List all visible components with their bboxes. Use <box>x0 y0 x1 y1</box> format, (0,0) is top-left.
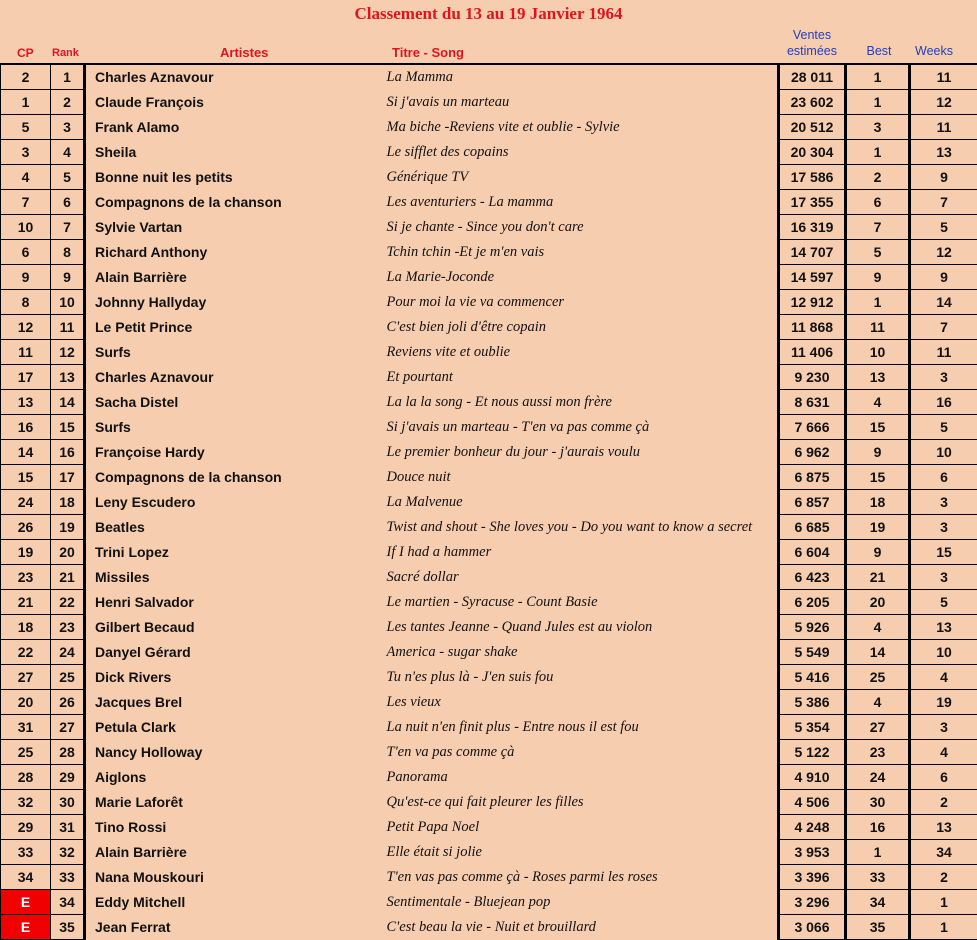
table-row <box>1 265 977 290</box>
rank-cell: 23 <box>51 615 85 640</box>
chart-title: Classement du 13 au 19 Janvier 1964 <box>0 4 977 24</box>
best-cell: 10 <box>846 340 910 365</box>
artist-cell: Trini Lopez <box>85 540 383 565</box>
table-row <box>1 390 977 415</box>
song-cell: Le martien - Syracuse - Count Basie <box>383 590 779 615</box>
weeks-cell: 13 <box>910 140 977 165</box>
song-cell: Petit Papa Noel <box>383 815 779 840</box>
rank-cell: 6 <box>51 190 85 215</box>
table-row <box>1 64 977 90</box>
weeks-cell: 11 <box>910 64 977 90</box>
artist-cell: Compagnons de la chanson <box>85 190 383 215</box>
cp-cell: 33 <box>1 840 51 865</box>
cp-cell: 5 <box>1 115 51 140</box>
sales-cell: 4 506 <box>779 790 846 815</box>
table-row <box>1 740 977 765</box>
rank-cell: 26 <box>51 690 85 715</box>
song-cell: Qu'est-ce qui fait pleurer les filles <box>383 790 779 815</box>
weeks-cell: 9 <box>910 165 977 190</box>
song-cell: Générique TV <box>383 165 779 190</box>
table-row <box>1 340 977 365</box>
best-cell: 20 <box>846 590 910 615</box>
cp-cell: 29 <box>1 815 51 840</box>
best-cell: 14 <box>846 640 910 665</box>
rank-cell: 28 <box>51 740 85 765</box>
cp-cell: E <box>1 890 51 915</box>
song-cell: America - sugar shake <box>383 640 779 665</box>
rank-cell: 12 <box>51 340 85 365</box>
table-row <box>1 640 977 665</box>
table-row <box>1 615 977 640</box>
rank-cell: 34 <box>51 890 85 915</box>
sales-cell: 5 549 <box>779 640 846 665</box>
table-row <box>1 815 977 840</box>
weeks-cell: 11 <box>910 115 977 140</box>
rank-cell: 15 <box>51 415 85 440</box>
rank-cell: 29 <box>51 765 85 790</box>
weeks-cell: 13 <box>910 615 977 640</box>
best-cell: 1 <box>846 90 910 115</box>
best-cell: 27 <box>846 715 910 740</box>
artist-cell: Missiles <box>85 565 383 590</box>
cp-cell: 3 <box>1 140 51 165</box>
cp-cell: 7 <box>1 190 51 215</box>
header-best: Best <box>848 44 910 58</box>
best-cell: 23 <box>846 740 910 765</box>
weeks-cell: 3 <box>910 715 977 740</box>
cp-cell: 34 <box>1 865 51 890</box>
sales-cell: 5 122 <box>779 740 846 765</box>
song-cell: La Marie-Joconde <box>383 265 779 290</box>
sales-cell: 23 602 <box>779 90 846 115</box>
artist-cell: Aiglons <box>85 765 383 790</box>
weeks-cell: 3 <box>910 515 977 540</box>
table-row <box>1 865 977 890</box>
rank-cell: 16 <box>51 440 85 465</box>
sales-cell: 6 423 <box>779 565 846 590</box>
weeks-cell: 9 <box>910 265 977 290</box>
header-cp: CP <box>17 46 34 60</box>
table-row <box>1 365 977 390</box>
sales-cell: 3 066 <box>779 915 846 940</box>
weeks-cell: 13 <box>910 815 977 840</box>
sales-cell: 3 296 <box>779 890 846 915</box>
song-cell: La Mamma <box>383 64 779 90</box>
song-cell: T'en vas pas comme çà - Roses parmi les roses <box>383 865 779 890</box>
song-cell: Les aventuriers - La mamma <box>383 190 779 215</box>
song-cell: C'est bien joli d'être copain <box>383 315 779 340</box>
sales-cell: 5 354 <box>779 715 846 740</box>
sales-cell: 11 406 <box>779 340 846 365</box>
header-sales-line2: estimées <box>778 44 846 58</box>
artist-cell: Danyel Gérard <box>85 640 383 665</box>
sales-cell: 4 248 <box>779 815 846 840</box>
sales-cell: 3 396 <box>779 865 846 890</box>
cp-cell: 9 <box>1 265 51 290</box>
rank-cell: 10 <box>51 290 85 315</box>
cp-cell: 23 <box>1 565 51 590</box>
best-cell: 15 <box>846 465 910 490</box>
artist-cell: Alain Barrière <box>85 265 383 290</box>
best-cell: 35 <box>846 915 910 940</box>
cp-cell: 6 <box>1 240 51 265</box>
table-row <box>1 790 977 815</box>
best-cell: 21 <box>846 565 910 590</box>
table-row <box>1 590 977 615</box>
cp-cell: E <box>1 915 51 940</box>
table-row <box>1 565 977 590</box>
cp-cell: 16 <box>1 415 51 440</box>
cp-cell: 8 <box>1 290 51 315</box>
best-cell: 24 <box>846 765 910 790</box>
rank-cell: 13 <box>51 365 85 390</box>
weeks-cell: 1 <box>910 890 977 915</box>
artist-cell: Dick Rivers <box>85 665 383 690</box>
best-cell: 15 <box>846 415 910 440</box>
rank-cell: 24 <box>51 640 85 665</box>
cp-cell: 18 <box>1 615 51 640</box>
weeks-cell: 3 <box>910 565 977 590</box>
song-cell: Les tantes Jeanne - Quand Jules est au violon <box>383 615 779 640</box>
best-cell: 13 <box>846 365 910 390</box>
song-cell: Les vieux <box>383 690 779 715</box>
song-cell: Le premier bonheur du jour - j'aurais voulu <box>383 440 779 465</box>
header-artist: Artistes <box>220 46 268 60</box>
artist-cell: Nancy Holloway <box>85 740 383 765</box>
table-row <box>1 890 977 915</box>
best-cell: 5 <box>846 240 910 265</box>
artist-cell: Surfs <box>85 415 383 440</box>
table-row <box>1 140 977 165</box>
table-row <box>1 915 977 940</box>
best-cell: 7 <box>846 215 910 240</box>
sales-cell: 3 953 <box>779 840 846 865</box>
rank-cell: 22 <box>51 590 85 615</box>
song-cell: La la la song - Et nous aussi mon frère <box>383 390 779 415</box>
song-cell: Panorama <box>383 765 779 790</box>
song-cell: Si j'avais un marteau <box>383 90 779 115</box>
artist-cell: Nana Mouskouri <box>85 865 383 890</box>
best-cell: 19 <box>846 515 910 540</box>
sales-cell: 20 304 <box>779 140 846 165</box>
best-cell: 9 <box>846 440 910 465</box>
sales-cell: 5 926 <box>779 615 846 640</box>
cp-cell: 14 <box>1 440 51 465</box>
sales-cell: 4 910 <box>779 765 846 790</box>
rank-cell: 18 <box>51 490 85 515</box>
best-cell: 1 <box>846 840 910 865</box>
table-row <box>1 665 977 690</box>
rank-cell: 14 <box>51 390 85 415</box>
sales-cell: 6 685 <box>779 515 846 540</box>
rank-cell: 8 <box>51 240 85 265</box>
weeks-cell: 2 <box>910 790 977 815</box>
rank-cell: 4 <box>51 140 85 165</box>
table-row <box>1 215 977 240</box>
table-row <box>1 240 977 265</box>
artist-cell: Charles Aznavour <box>85 64 383 90</box>
best-cell: 33 <box>846 865 910 890</box>
header-rank: Rank <box>52 46 79 60</box>
table-row <box>1 765 977 790</box>
artist-cell: Claude François <box>85 90 383 115</box>
cp-cell: 28 <box>1 765 51 790</box>
artist-cell: Johnny Hallyday <box>85 290 383 315</box>
best-cell: 30 <box>846 790 910 815</box>
cp-cell: 4 <box>1 165 51 190</box>
rank-cell: 32 <box>51 840 85 865</box>
sales-cell: 17 355 <box>779 190 846 215</box>
best-cell: 1 <box>846 140 910 165</box>
song-cell: Sentimentale - Bluejean pop <box>383 890 779 915</box>
song-cell: If I had a hammer <box>383 540 779 565</box>
rank-cell: 9 <box>51 265 85 290</box>
cp-cell: 26 <box>1 515 51 540</box>
weeks-cell: 6 <box>910 765 977 790</box>
best-cell: 4 <box>846 390 910 415</box>
weeks-cell: 1 <box>910 915 977 940</box>
cp-cell: 25 <box>1 740 51 765</box>
table-row <box>1 90 977 115</box>
cp-cell: 10 <box>1 215 51 240</box>
artist-cell: Surfs <box>85 340 383 365</box>
best-cell: 16 <box>846 815 910 840</box>
weeks-cell: 4 <box>910 665 977 690</box>
cp-cell: 2 <box>1 64 51 90</box>
sales-cell: 6 875 <box>779 465 846 490</box>
sales-cell: 12 912 <box>779 290 846 315</box>
artist-cell: Françoise Hardy <box>85 440 383 465</box>
song-cell: Le sifflet des copains <box>383 140 779 165</box>
cp-cell: 21 <box>1 590 51 615</box>
weeks-cell: 3 <box>910 365 977 390</box>
best-cell: 18 <box>846 490 910 515</box>
cp-cell: 24 <box>1 490 51 515</box>
sales-cell: 14 707 <box>779 240 846 265</box>
rank-cell: 21 <box>51 565 85 590</box>
rank-cell: 2 <box>51 90 85 115</box>
weeks-cell: 16 <box>910 390 977 415</box>
best-cell: 11 <box>846 315 910 340</box>
song-cell: La Malvenue <box>383 490 779 515</box>
song-cell: C'est beau la vie - Nuit et brouillard <box>383 915 779 940</box>
table-row <box>1 415 977 440</box>
artist-cell: Sacha Distel <box>85 390 383 415</box>
table-row <box>1 165 977 190</box>
artist-cell: Tino Rossi <box>85 815 383 840</box>
sales-cell: 14 597 <box>779 265 846 290</box>
rank-cell: 19 <box>51 515 85 540</box>
rank-cell: 31 <box>51 815 85 840</box>
song-cell: Sacré dollar <box>383 565 779 590</box>
weeks-cell: 10 <box>910 640 977 665</box>
song-cell: Et pourtant <box>383 365 779 390</box>
best-cell: 34 <box>846 890 910 915</box>
sales-cell: 17 586 <box>779 165 846 190</box>
table-row <box>1 540 977 565</box>
table-row <box>1 190 977 215</box>
sales-cell: 6 962 <box>779 440 846 465</box>
artist-cell: Jean Ferrat <box>85 915 383 940</box>
rank-cell: 25 <box>51 665 85 690</box>
song-cell: Reviens vite et oublie <box>383 340 779 365</box>
cp-cell: 17 <box>1 365 51 390</box>
song-cell: La nuit n'en finit plus - Entre nous il est fou <box>383 715 779 740</box>
header-sales-line1: Ventes <box>782 28 842 42</box>
cp-cell: 19 <box>1 540 51 565</box>
sales-cell: 6 604 <box>779 540 846 565</box>
artist-cell: Alain Barrière <box>85 840 383 865</box>
rank-cell: 30 <box>51 790 85 815</box>
weeks-cell: 3 <box>910 490 977 515</box>
song-cell: Si j'avais un marteau - T'en va pas comme çà <box>383 415 779 440</box>
sales-cell: 9 230 <box>779 365 846 390</box>
cp-cell: 20 <box>1 690 51 715</box>
cp-cell: 11 <box>1 340 51 365</box>
table-row <box>1 715 977 740</box>
cp-cell: 32 <box>1 790 51 815</box>
song-cell: Tchin tchin -Et je m'en vais <box>383 240 779 265</box>
rank-cell: 11 <box>51 315 85 340</box>
table-row <box>1 115 977 140</box>
sales-cell: 5 386 <box>779 690 846 715</box>
song-cell: Pour moi la vie va commencer <box>383 290 779 315</box>
weeks-cell: 19 <box>910 690 977 715</box>
cp-cell: 1 <box>1 90 51 115</box>
table-row <box>1 840 977 865</box>
best-cell: 2 <box>846 165 910 190</box>
artist-cell: Marie Laforêt <box>85 790 383 815</box>
ranking-table <box>0 63 977 940</box>
weeks-cell: 5 <box>910 215 977 240</box>
weeks-cell: 34 <box>910 840 977 865</box>
weeks-cell: 6 <box>910 465 977 490</box>
artist-cell: Compagnons de la chanson <box>85 465 383 490</box>
rank-cell: 3 <box>51 115 85 140</box>
song-cell: Elle était si jolie <box>383 840 779 865</box>
song-cell: Ma biche -Reviens vite et oublie - Sylvie <box>383 115 779 140</box>
table-row <box>1 440 977 465</box>
best-cell: 25 <box>846 665 910 690</box>
artist-cell: Beatles <box>85 515 383 540</box>
song-cell: Douce nuit <box>383 465 779 490</box>
best-cell: 6 <box>846 190 910 215</box>
song-cell: Si je chante - Since you don't care <box>383 215 779 240</box>
weeks-cell: 7 <box>910 315 977 340</box>
cp-cell: 13 <box>1 390 51 415</box>
sales-cell: 11 868 <box>779 315 846 340</box>
table-row <box>1 690 977 715</box>
artist-cell: Jacques Brel <box>85 690 383 715</box>
rank-cell: 35 <box>51 915 85 940</box>
cp-cell: 22 <box>1 640 51 665</box>
sales-cell: 16 319 <box>779 215 846 240</box>
song-cell: T'en va pas comme çà <box>383 740 779 765</box>
header-song: Titre - Song <box>392 46 464 60</box>
sales-cell: 20 512 <box>779 115 846 140</box>
weeks-cell: 4 <box>910 740 977 765</box>
table-row <box>1 515 977 540</box>
artist-cell: Petula Clark <box>85 715 383 740</box>
sales-cell: 5 416 <box>779 665 846 690</box>
table-row <box>1 290 977 315</box>
artist-cell: Bonne nuit les petits <box>85 165 383 190</box>
header-weeks: Weeks <box>910 44 958 58</box>
weeks-cell: 5 <box>910 590 977 615</box>
weeks-cell: 10 <box>910 440 977 465</box>
artist-cell: Frank Alamo <box>85 115 383 140</box>
weeks-cell: 5 <box>910 415 977 440</box>
sales-cell: 28 011 <box>779 64 846 90</box>
artist-cell: Sheila <box>85 140 383 165</box>
rank-cell: 33 <box>51 865 85 890</box>
best-cell: 3 <box>846 115 910 140</box>
best-cell: 4 <box>846 615 910 640</box>
cp-cell: 31 <box>1 715 51 740</box>
best-cell: 9 <box>846 540 910 565</box>
artist-cell: Henri Salvador <box>85 590 383 615</box>
cp-cell: 27 <box>1 665 51 690</box>
weeks-cell: 12 <box>910 90 977 115</box>
song-cell: Tu n'es plus là - J'en suis fou <box>383 665 779 690</box>
sales-cell: 7 666 <box>779 415 846 440</box>
table-row <box>1 315 977 340</box>
sales-cell: 6 205 <box>779 590 846 615</box>
best-cell: 1 <box>846 64 910 90</box>
weeks-cell: 15 <box>910 540 977 565</box>
cp-cell: 12 <box>1 315 51 340</box>
rank-cell: 17 <box>51 465 85 490</box>
rank-cell: 5 <box>51 165 85 190</box>
best-cell: 9 <box>846 265 910 290</box>
weeks-cell: 11 <box>910 340 977 365</box>
weeks-cell: 12 <box>910 240 977 265</box>
sales-cell: 6 857 <box>779 490 846 515</box>
best-cell: 4 <box>846 690 910 715</box>
table-row <box>1 465 977 490</box>
cp-cell: 15 <box>1 465 51 490</box>
artist-cell: Richard Anthony <box>85 240 383 265</box>
weeks-cell: 14 <box>910 290 977 315</box>
rank-cell: 27 <box>51 715 85 740</box>
song-cell: Twist and shout - She loves you - Do you want to know a secret <box>383 515 779 540</box>
artist-cell: Le Petit Prince <box>85 315 383 340</box>
artist-cell: Charles Aznavour <box>85 365 383 390</box>
rank-cell: 20 <box>51 540 85 565</box>
weeks-cell: 7 <box>910 190 977 215</box>
artist-cell: Eddy Mitchell <box>85 890 383 915</box>
artist-cell: Leny Escudero <box>85 490 383 515</box>
artist-cell: Sylvie Vartan <box>85 215 383 240</box>
weeks-cell: 2 <box>910 865 977 890</box>
sales-cell: 8 631 <box>779 390 846 415</box>
rank-cell: 7 <box>51 215 85 240</box>
artist-cell: Gilbert Becaud <box>85 615 383 640</box>
table-row <box>1 490 977 515</box>
best-cell: 1 <box>846 290 910 315</box>
rank-cell: 1 <box>51 64 85 90</box>
